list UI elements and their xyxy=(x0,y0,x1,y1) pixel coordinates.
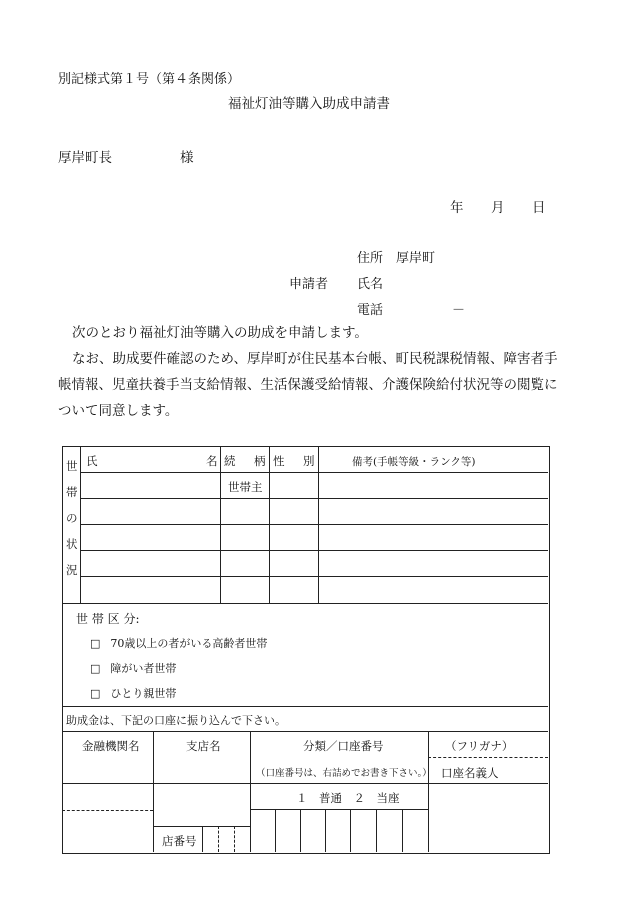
form-title: 福祉灯油等購入助成申請書 xyxy=(228,96,390,112)
side-label-char: の xyxy=(66,511,78,525)
side-label-char: 帯 xyxy=(66,485,78,499)
body-line-3: 帳情報、児童扶養手当支給情報、生活保護受給情報、介護保険給付状況等の閲覧に xyxy=(58,377,558,393)
institution-label: 金融機関名 xyxy=(82,739,140,753)
branch-label: 支店名 xyxy=(186,739,221,753)
applicant-label: 申請者 xyxy=(289,277,329,292)
branch-no-label: 店番号 xyxy=(162,834,197,848)
option-label: 70歳以上の者がいる高齢者世帯 xyxy=(110,637,268,650)
form-id: 別記様式第１号（第４条関係） xyxy=(58,72,241,87)
phone-label: 電話 xyxy=(357,303,384,318)
account-digit-line xyxy=(350,809,351,852)
account-digit-line xyxy=(325,809,326,852)
header-remarks: 備考(手帳等級・ランク等) xyxy=(352,456,476,468)
side-label-char: 況 xyxy=(66,563,78,577)
date-year: 年 xyxy=(450,200,464,216)
section-line xyxy=(62,731,548,732)
address-label: 住所 xyxy=(357,251,384,266)
header-name-right: 名 xyxy=(206,454,218,468)
institution-dashed-line xyxy=(62,810,153,811)
date-day: 日 xyxy=(532,200,546,216)
holder-label: 口座名義人 xyxy=(441,766,499,780)
bank-col-line xyxy=(428,731,429,852)
household-row-line xyxy=(80,576,548,577)
checkbox-icon[interactable]: □ xyxy=(90,662,101,675)
addressee-honorific: 様 xyxy=(180,150,194,166)
account-digit-line xyxy=(402,809,403,852)
option-label: 障がい者世帯 xyxy=(110,662,177,675)
body-line-2: なお、助成要件確認のため、厚岸町が住民基本台帳、町民税課税情報、障害者手 xyxy=(72,351,558,367)
account-type-label: 分類／口座番号 xyxy=(303,739,384,753)
body-line-1: 次のとおり福祉灯油等購入の助成を申請します。 xyxy=(72,325,368,341)
phone-dash: － xyxy=(452,303,466,318)
relation-cell: 世帯主 xyxy=(228,480,263,494)
household-row-line xyxy=(80,524,548,525)
side-label-char: 状 xyxy=(66,537,78,551)
header-sex-right: 別 xyxy=(303,454,315,468)
option-label: ひとり親世帯 xyxy=(110,687,177,700)
account-type-options: １ 普通 ２ 当座 xyxy=(296,791,400,805)
checkbox-icon[interactable]: □ xyxy=(90,687,101,700)
branch-no-dashed xyxy=(218,826,219,852)
furigana-label: （フリガナ） xyxy=(445,739,514,753)
date-month: 月 xyxy=(491,200,505,216)
household-row-line xyxy=(80,550,548,551)
name-label: 氏名 xyxy=(357,277,384,292)
bank-row-line xyxy=(62,783,548,784)
section-line xyxy=(62,706,548,707)
branch-no-line xyxy=(202,826,203,852)
account-digit-line xyxy=(376,809,377,852)
side-label-char: 世 xyxy=(66,459,78,473)
bank-col-line xyxy=(153,731,154,852)
account-note: （口座番号は、右詰めでお書き下さい。） xyxy=(256,768,432,779)
household-row-line xyxy=(80,472,548,473)
header-relation-right: 柄 xyxy=(254,454,266,468)
consent-paragraph xyxy=(58,320,558,424)
body-line-4: ついて同意します。 xyxy=(58,403,179,419)
category-option[interactable] xyxy=(90,660,176,676)
addressee-mayor: 厚岸町長 xyxy=(58,150,112,166)
household-row-line xyxy=(80,498,548,499)
section-line xyxy=(62,603,548,604)
branch-no-dashed xyxy=(234,826,235,852)
category-title: 世 帯 区 分: xyxy=(76,612,140,626)
header-sex-left: 性 xyxy=(273,454,285,468)
account-digit-line xyxy=(300,809,301,852)
address-value: 厚岸町 xyxy=(396,251,436,266)
account-digit-line xyxy=(275,809,276,852)
header-name-left: 氏 xyxy=(86,454,98,468)
category-option[interactable] xyxy=(90,685,176,701)
category-option[interactable] xyxy=(90,635,267,651)
header-relation-left: 続 xyxy=(224,454,236,468)
furigana-dashed-line xyxy=(428,757,548,758)
bank-col-line xyxy=(250,731,251,852)
bank-instruction: 助成金は、下記の口座に振り込んで下さい。 xyxy=(66,714,286,727)
checkbox-icon[interactable]: □ xyxy=(90,637,101,650)
